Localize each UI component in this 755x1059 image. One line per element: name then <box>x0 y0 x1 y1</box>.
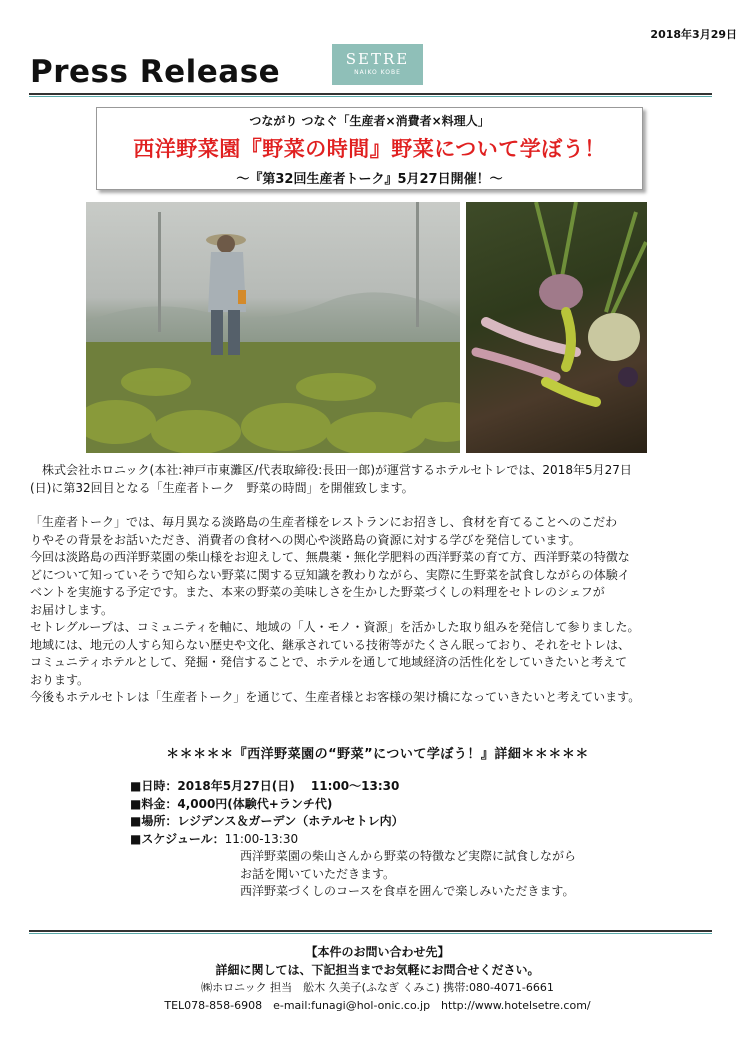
contact-heading: 【本件のお問い合わせ先】 <box>305 945 450 959</box>
farmer-field-illustration <box>86 202 460 453</box>
schedule-time: 11:00-13:30 <box>224 831 299 846</box>
body-line: 今回は淡路島の西洋野菜園の柴山様をお迎えして、無農薬・無化学肥料の西洋野菜の育て方、西洋野菜の特徴な <box>30 550 630 564</box>
schedule-label: ■スケジュール： <box>130 831 225 846</box>
bottom-divider <box>29 930 712 932</box>
body-line: 「生産者トーク」では、毎月異なる淡路島の生産者様をレストランにお招きし、食材を育てることへのこだわ <box>30 515 618 529</box>
schedule-line: 西洋野菜園の柴山さんから野菜の特徴など実際に試食しながら <box>240 849 577 863</box>
bottom-divider-accent <box>29 933 712 934</box>
setre-logo <box>332 44 423 85</box>
body-line: どについて知っていそうで知らない野菜に関する豆知識を教わりながら、実際に生野菜を試食しながらの体験イ <box>30 567 630 582</box>
body-line: 今後もホテルセトレは「生産者トーク」を通じて、生産者様とお客様の架け橋になっていきたいと考えています。 <box>30 690 641 704</box>
detail-schedule <box>130 831 576 849</box>
body-line: セトレグループは、コミュニティを軸に、地域の「人・モノ・資源」を活かした取り組みを発信して参りました。 <box>30 620 640 634</box>
body-line: りやその背景をお話いただき、消費者の食材への関心や淡路島の資源に対する学びを発信しています。 <box>30 532 581 547</box>
schedule-line: 西洋野菜づくしのコースを食卓を囲んで楽しみいただきます。 <box>240 884 575 898</box>
logo-sub-text: NAIKO KOBE <box>354 69 401 76</box>
body-line: お届けします。 <box>30 602 114 617</box>
body-line: (日)に第32回目となる「生産者トーク 野菜の時間」を開催致します。 <box>30 480 414 495</box>
detail-datetime: ■日時：2018年5月27日(日) 11:00～13:30 <box>130 779 400 793</box>
event-details <box>130 778 576 901</box>
schedule-line: お話を聞いていただきます。 <box>240 866 396 881</box>
vegetables-photo <box>466 202 647 453</box>
vegetables-illustration <box>466 202 647 453</box>
body-line: 株式会社ホロニック(本社:神戸市東灘区/代表取締役:長田一郎)が運営するホテルセトレでは、2018年5月27日 <box>30 463 632 477</box>
contact-line: ㈱ホロニック 担当 舩木 久美子(ふなぎ くみこ) 携帯:080-4071-6661 <box>201 981 554 994</box>
contact-line: TEL078-858-6908 e-mail:funagi@hol-onic.co.jp http://www.hotelsetre.com/ <box>164 998 591 1012</box>
headline-main: 西洋野菜園『野菜の時間』野菜について学ぼう！ <box>133 137 606 161</box>
detail-fee: ■料金：4,000円(体験代+ランチ代) <box>130 796 333 811</box>
details-title: ＊＊＊＊＊『西洋野菜園の“野菜”について学ぼう！』詳細＊＊＊＊＊ <box>166 747 589 762</box>
body-line: おります。 <box>30 672 90 687</box>
body-line: 地域には、地元の人すら知らない歴史や文化、継承されている技術等がたくさん眠っており、それをセトレは、 <box>30 637 631 652</box>
contact-block <box>0 944 755 1014</box>
contact-line: 詳細に関しては、下記担当までお気軽にお問合せください。 <box>215 962 540 977</box>
detail-place: ■場所：レジデンス＆ガーデン（ホテルセトレ内） <box>130 814 404 828</box>
release-body <box>30 462 720 707</box>
top-divider <box>29 93 712 95</box>
farmer-field-photo <box>86 202 460 453</box>
headline-sub: つながり つなぐ「生産者×消費者×料理人」 <box>249 114 490 128</box>
headline-note: ～『第32回生産者トーク』5月27日開催！～ <box>236 172 503 187</box>
body-line: ベントを実施する予定です。また、本来の野菜の美味しさを生かした野菜づくしの料理をセトレのシェフが <box>30 585 605 599</box>
release-date: 2018年3月29日 <box>650 28 737 41</box>
logo-main-text: SETRE <box>345 50 410 68</box>
top-divider-accent <box>29 96 712 97</box>
body-line: コミュニティホテルとして、発掘・発信することで、ホテルを通して地域経済の活性化をしていきたいと考えて <box>30 655 628 669</box>
press-release-title: Press Release <box>30 54 281 90</box>
headline-box <box>96 107 643 190</box>
